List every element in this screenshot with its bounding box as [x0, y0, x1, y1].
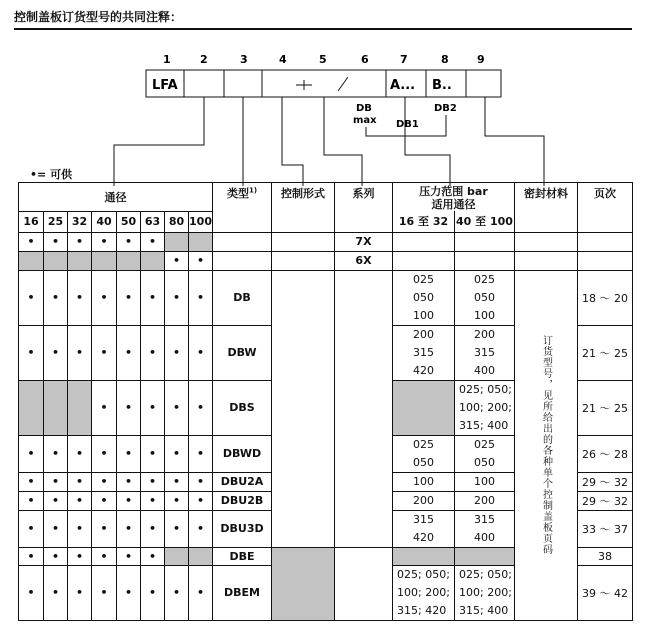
pos-7: 7 [400, 53, 408, 66]
dot: • [92, 547, 117, 565]
dbe-pressure-unavailable [393, 547, 455, 565]
size-40: 40 [92, 211, 117, 232]
dot: • [117, 325, 141, 380]
dot: • [44, 547, 68, 565]
db-page: 18 ～ 20 [578, 270, 633, 325]
dot: • [141, 325, 165, 380]
pressure-sub-16-32: 16 至 32 [393, 211, 455, 232]
dot: • [19, 472, 44, 491]
dot: • [189, 325, 213, 380]
type-db: DB [213, 270, 272, 325]
dot: • [141, 510, 165, 547]
series7x-dot: • [68, 232, 92, 251]
dot: • [44, 472, 68, 491]
size-16: 16 [19, 211, 44, 232]
type-dbem: DBEM [213, 565, 272, 620]
dot: • [19, 491, 44, 510]
pos-1: 1 [163, 53, 171, 66]
label-db-max-2: max [353, 115, 377, 126]
dbe-pressure-unavailable [455, 547, 515, 565]
size-80: 80 [165, 211, 189, 232]
dot: • [68, 565, 92, 620]
series6x-dot: • [189, 251, 213, 270]
dot: • [68, 472, 92, 491]
dot: • [44, 491, 68, 510]
dot: • [141, 565, 165, 620]
series7x-unavailable [189, 232, 213, 251]
db-pressure-40-100: 025 050 100 [455, 270, 515, 325]
dot: • [68, 491, 92, 510]
dbs-unavailable [68, 380, 92, 435]
legend-available: •= 可供 [30, 168, 73, 181]
pos-8: 8 [441, 53, 449, 66]
type-dbe: DBE [213, 547, 272, 565]
header-seal: 密封材料 [515, 183, 578, 233]
pos-9: 9 [477, 53, 485, 66]
label-db-max-1: DB [356, 103, 372, 114]
dbu2b-pressure-16-32: 200 [393, 491, 455, 510]
dot: • [92, 380, 117, 435]
dbs-pressure-40-100: 025; 050; 100; 200; 315; 400 [455, 380, 515, 435]
pos-2: 2 [200, 53, 208, 66]
dbs-pressure-16-32-unavailable [393, 380, 455, 435]
dot: • [68, 547, 92, 565]
series7x-dot: • [44, 232, 68, 251]
dot: • [141, 270, 165, 325]
series7x-dot: • [19, 232, 44, 251]
label-db1: DB1 [396, 119, 419, 130]
series7x-dot: • [141, 232, 165, 251]
dot: • [19, 510, 44, 547]
series6x-unavailable [19, 251, 44, 270]
dot: • [117, 472, 141, 491]
seal-material-cell [515, 270, 578, 620]
dot: • [117, 435, 141, 472]
dot: • [117, 491, 141, 510]
dbu3d-page: 33 ～ 37 [578, 510, 633, 547]
size-25: 25 [44, 211, 68, 232]
dot: • [44, 435, 68, 472]
seal-note: 订货型号，见所给出的各种单个控制盖板页码 [540, 335, 552, 555]
dot: • [189, 270, 213, 325]
dbe-control-unavailable [272, 547, 335, 620]
dbwd-pressure-16-32: 025 050 [393, 435, 455, 472]
type-dbu2b: DBU2B [213, 491, 272, 510]
dbu2a-page: 29 ～ 32 [578, 472, 633, 491]
dot: • [19, 270, 44, 325]
dbw-pressure-16-32: 200 315 420 [393, 325, 455, 380]
dbem-pressure-16-32: 025; 050; 100; 200; 315; 420 [393, 565, 455, 620]
dbu3d-pressure-16-32: 315 420 [393, 510, 455, 547]
dbu3d-pressure-40-100: 315 400 [455, 510, 515, 547]
series6x-unavailable [92, 251, 117, 270]
dbem-page: 39 ～ 42 [578, 565, 633, 620]
dbw-pressure-40-100: 200 315 400 [455, 325, 515, 380]
dot: • [165, 491, 189, 510]
size-32: 32 [68, 211, 92, 232]
dot: • [189, 510, 213, 547]
series6x-dot: • [165, 251, 189, 270]
type-dbu2a: DBU2A [213, 472, 272, 491]
series6x-unavailable [141, 251, 165, 270]
dot: • [68, 270, 92, 325]
pos-5: 5 [319, 53, 327, 66]
series7x-unavailable [165, 232, 189, 251]
dot: • [44, 270, 68, 325]
dot: • [19, 325, 44, 380]
dbem-pressure-40-100: 025; 050; 100; 200; 315; 400 [455, 565, 515, 620]
pos-6: 6 [361, 53, 369, 66]
series6x-unavailable [44, 251, 68, 270]
dot: • [165, 565, 189, 620]
product-table [18, 182, 633, 621]
dot: • [117, 510, 141, 547]
dot: • [92, 565, 117, 620]
dot: • [189, 435, 213, 472]
series-7x: 7X [335, 232, 393, 251]
code-prefix: LFA [152, 78, 178, 93]
series-cell [335, 270, 393, 547]
control-cell [272, 270, 335, 547]
dot: • [141, 380, 165, 435]
pressure-sub-40-100: 40 至 100 [455, 211, 515, 232]
series7x-dot: • [117, 232, 141, 251]
dot: • [189, 380, 213, 435]
dbu2b-page: 29 ～ 32 [578, 491, 633, 510]
dbe-unavailable [189, 547, 213, 565]
size-50: 50 [117, 211, 141, 232]
size-63: 63 [141, 211, 165, 232]
series-6x: 6X [335, 251, 393, 270]
dot: • [92, 510, 117, 547]
dot: • [19, 547, 44, 565]
series6x-unavailable [68, 251, 92, 270]
dot: • [44, 565, 68, 620]
dot: • [189, 472, 213, 491]
type-dbu3d: DBU3D [213, 510, 272, 547]
dbe-series-cell [335, 547, 393, 620]
dot: • [165, 510, 189, 547]
header-control: 控制形式 [272, 183, 335, 233]
dot: • [141, 435, 165, 472]
dot: • [44, 510, 68, 547]
header-pressure: 压力范围 bar 适用通径 [393, 183, 515, 212]
type-dbw: DBW [213, 325, 272, 380]
dot: • [165, 270, 189, 325]
dot: • [92, 435, 117, 472]
dot: • [19, 435, 44, 472]
code-box-8: B.. [432, 78, 452, 93]
dbs-page: 21 ～ 25 [578, 380, 633, 435]
dot: • [68, 325, 92, 380]
dbu2a-pressure-16-32: 100 [393, 472, 455, 491]
dot: • [92, 491, 117, 510]
dot: • [92, 270, 117, 325]
dot: • [189, 491, 213, 510]
dbwd-page: 26 ～ 28 [578, 435, 633, 472]
dbwd-pressure-40-100: 025 050 [455, 435, 515, 472]
dot: • [141, 491, 165, 510]
dot: • [117, 270, 141, 325]
dot: • [68, 510, 92, 547]
dot: • [165, 435, 189, 472]
type-dbwd: DBWD [213, 435, 272, 472]
series6x-unavailable [117, 251, 141, 270]
pos-3: 3 [240, 53, 248, 66]
dbw-page: 21 ～ 25 [578, 325, 633, 380]
header-series: 系列 [335, 183, 393, 233]
ordering-code-diagram [0, 0, 648, 190]
dot: • [44, 325, 68, 380]
dot: • [165, 325, 189, 380]
dbs-unavailable [19, 380, 44, 435]
dot: • [141, 547, 165, 565]
db-pressure-16-32: 025 050 100 [393, 270, 455, 325]
dot: • [117, 565, 141, 620]
label-db2: DB2 [434, 103, 457, 114]
dbe-page: 38 [578, 547, 633, 565]
dot: • [141, 472, 165, 491]
header-type: 类型$^{1)}$ [213, 183, 272, 233]
dbu2a-pressure-40-100: 100 [455, 472, 515, 491]
dbe-unavailable [165, 547, 189, 565]
pos-4: 4 [279, 53, 287, 66]
header-page: 页次 [578, 183, 633, 233]
dot: • [117, 547, 141, 565]
dbu2b-pressure-40-100: 200 [455, 491, 515, 510]
dot: • [19, 565, 44, 620]
type-dbs: DBS [213, 380, 272, 435]
dot: • [165, 472, 189, 491]
size-100: 100 [189, 211, 213, 232]
dot: • [92, 472, 117, 491]
dbs-unavailable [44, 380, 68, 435]
dot: • [68, 435, 92, 472]
code-box-7: A... [390, 78, 416, 93]
dot: • [189, 565, 213, 620]
header-nominal-size: 通径 [19, 183, 213, 212]
dot: • [92, 325, 117, 380]
dot: • [165, 380, 189, 435]
dot: • [117, 380, 141, 435]
series7x-dot: • [92, 232, 117, 251]
section-heading: 控制盖板订货型号的共同注释： [14, 10, 183, 24]
